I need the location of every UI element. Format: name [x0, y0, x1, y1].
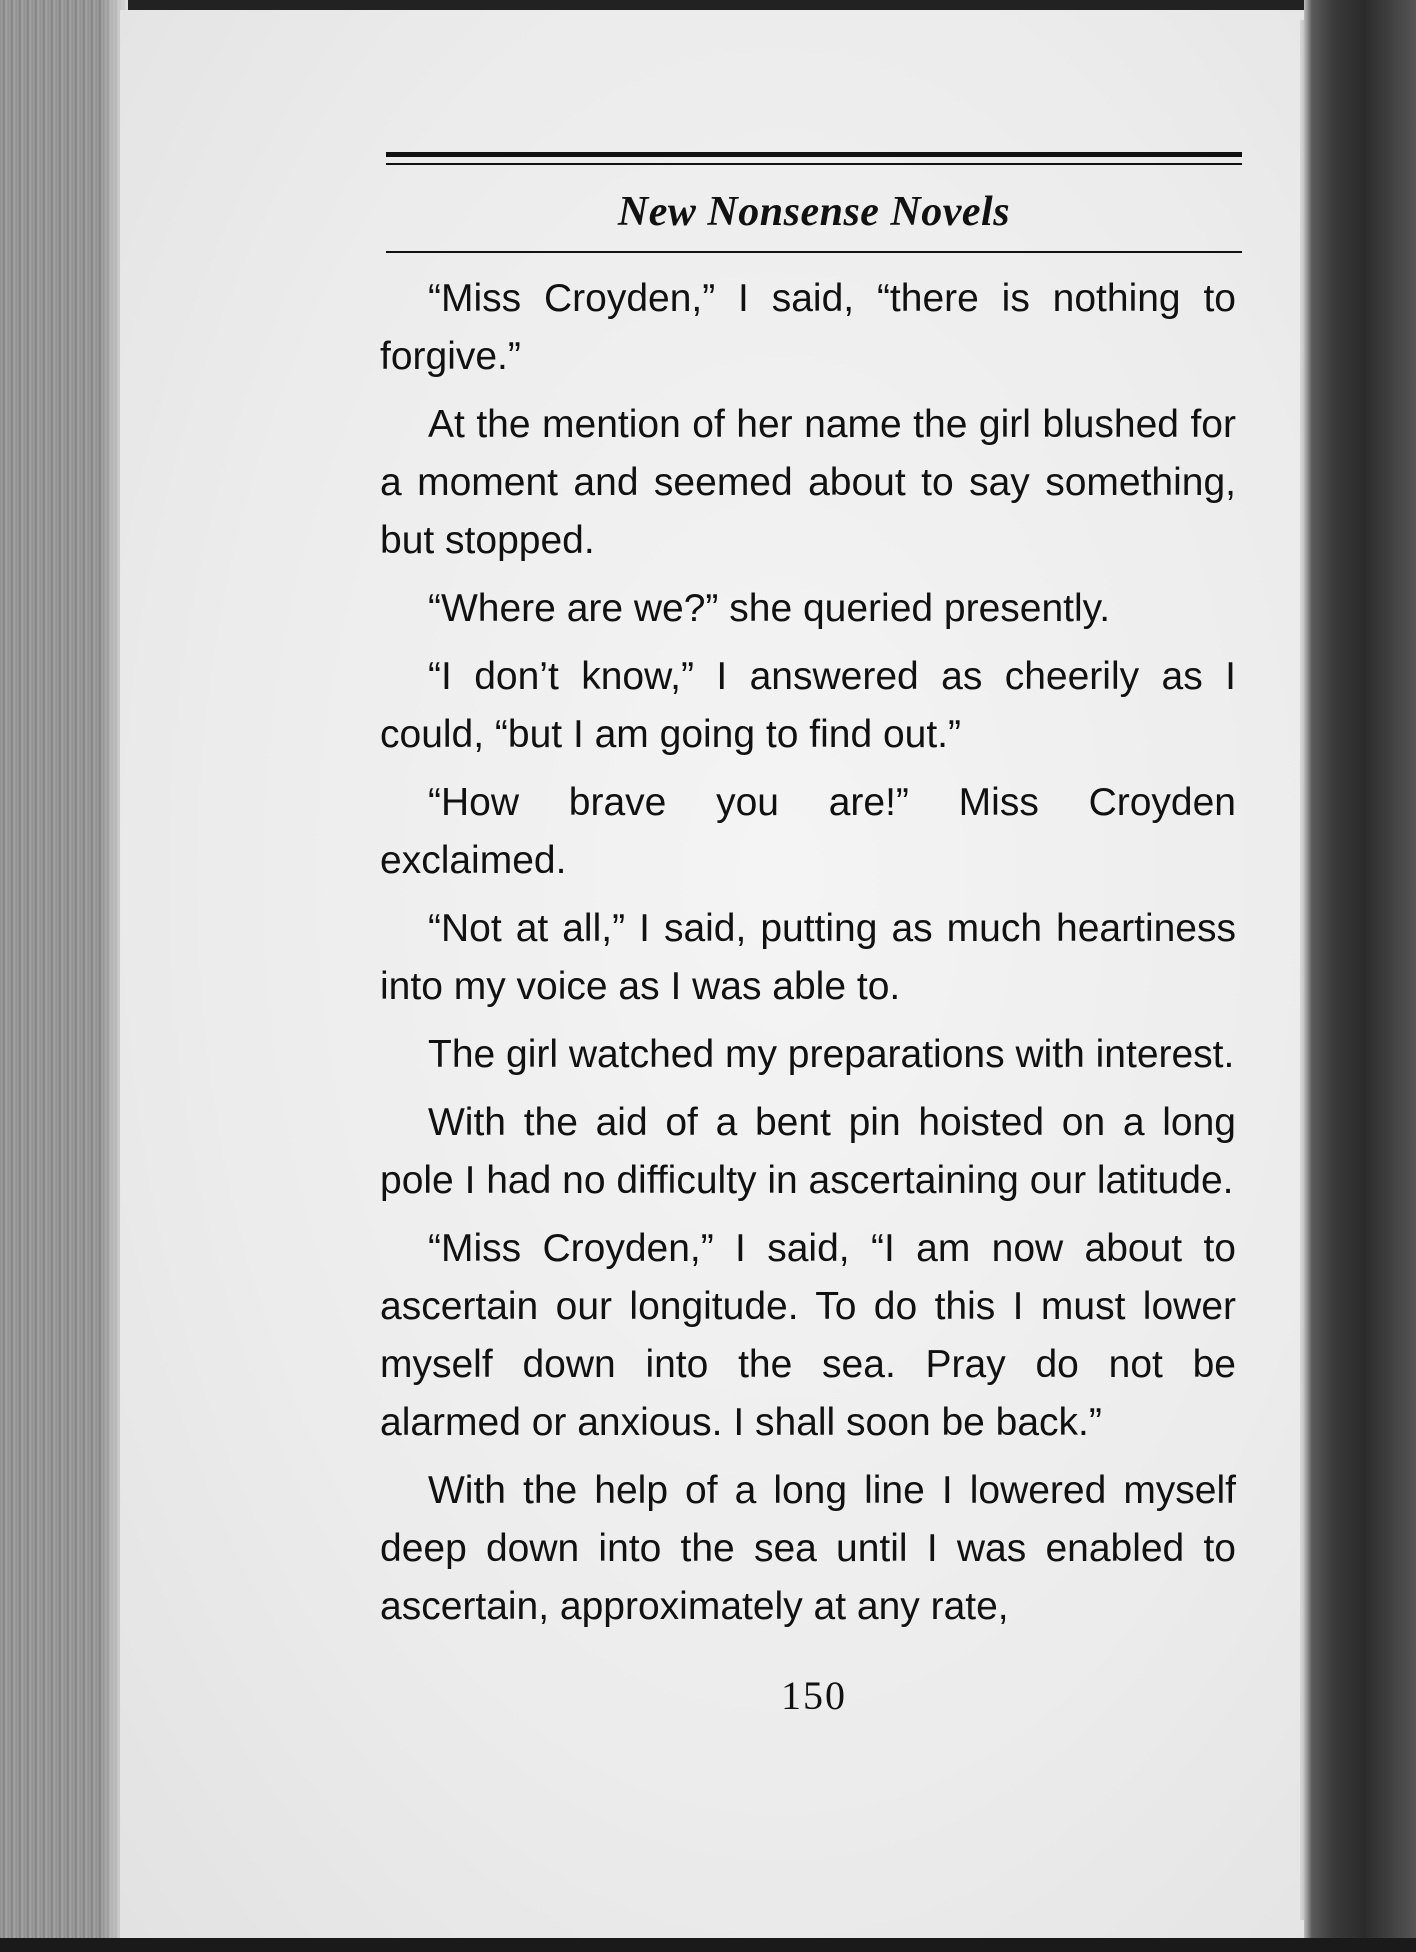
scan-bottom-border	[0, 1938, 1416, 1952]
paragraph: “Miss Croyden,” I said, “there is nothing to forgive.”	[380, 277, 1236, 378]
paragraph: “Where are we?” she queried presently.	[428, 587, 1111, 630]
running-head-underline	[386, 251, 1242, 253]
paragraph: “How brave you are!” Miss Croyden exclaimed.	[380, 781, 1236, 882]
paragraph: “Not at all,” I said, putting as much heartiness into my voice as I was able to.	[380, 907, 1236, 1008]
body-text	[380, 270, 1236, 1636]
header-rule-thick	[386, 152, 1242, 157]
header-rule-thin	[386, 163, 1242, 165]
page-number: 150	[781, 1673, 847, 1718]
paragraph: The girl watched my preparations with interest.	[428, 1033, 1235, 1076]
paragraph: With the help of a long line I lowered myself deep down into the sea until I was enabled to ascertain, approximately at any rate,	[380, 1469, 1236, 1628]
running-head: New Nonsense Novels	[617, 189, 1011, 235]
paragraph: At the mention of her name the girl blushed for a moment and seemed about to say something, but stopped.	[380, 403, 1236, 562]
paragraph: “I don’t know,” I answered as cheerily as I could, “but I am going to find out.”	[380, 655, 1236, 756]
paragraph: With the aid of a bent pin hoisted on a long pole I had no difficulty in ascertaining our latitude.	[380, 1101, 1236, 1202]
paragraph: “Miss Croyden,” I said, “I am now about to ascertain our longitude. To do this I must lower myself down into the sea. Pray do not be alarmed or anxious. I shall soon be back.”	[380, 1227, 1236, 1444]
binding-edge	[1304, 0, 1416, 1952]
page-stack-edges	[0, 0, 128, 1952]
